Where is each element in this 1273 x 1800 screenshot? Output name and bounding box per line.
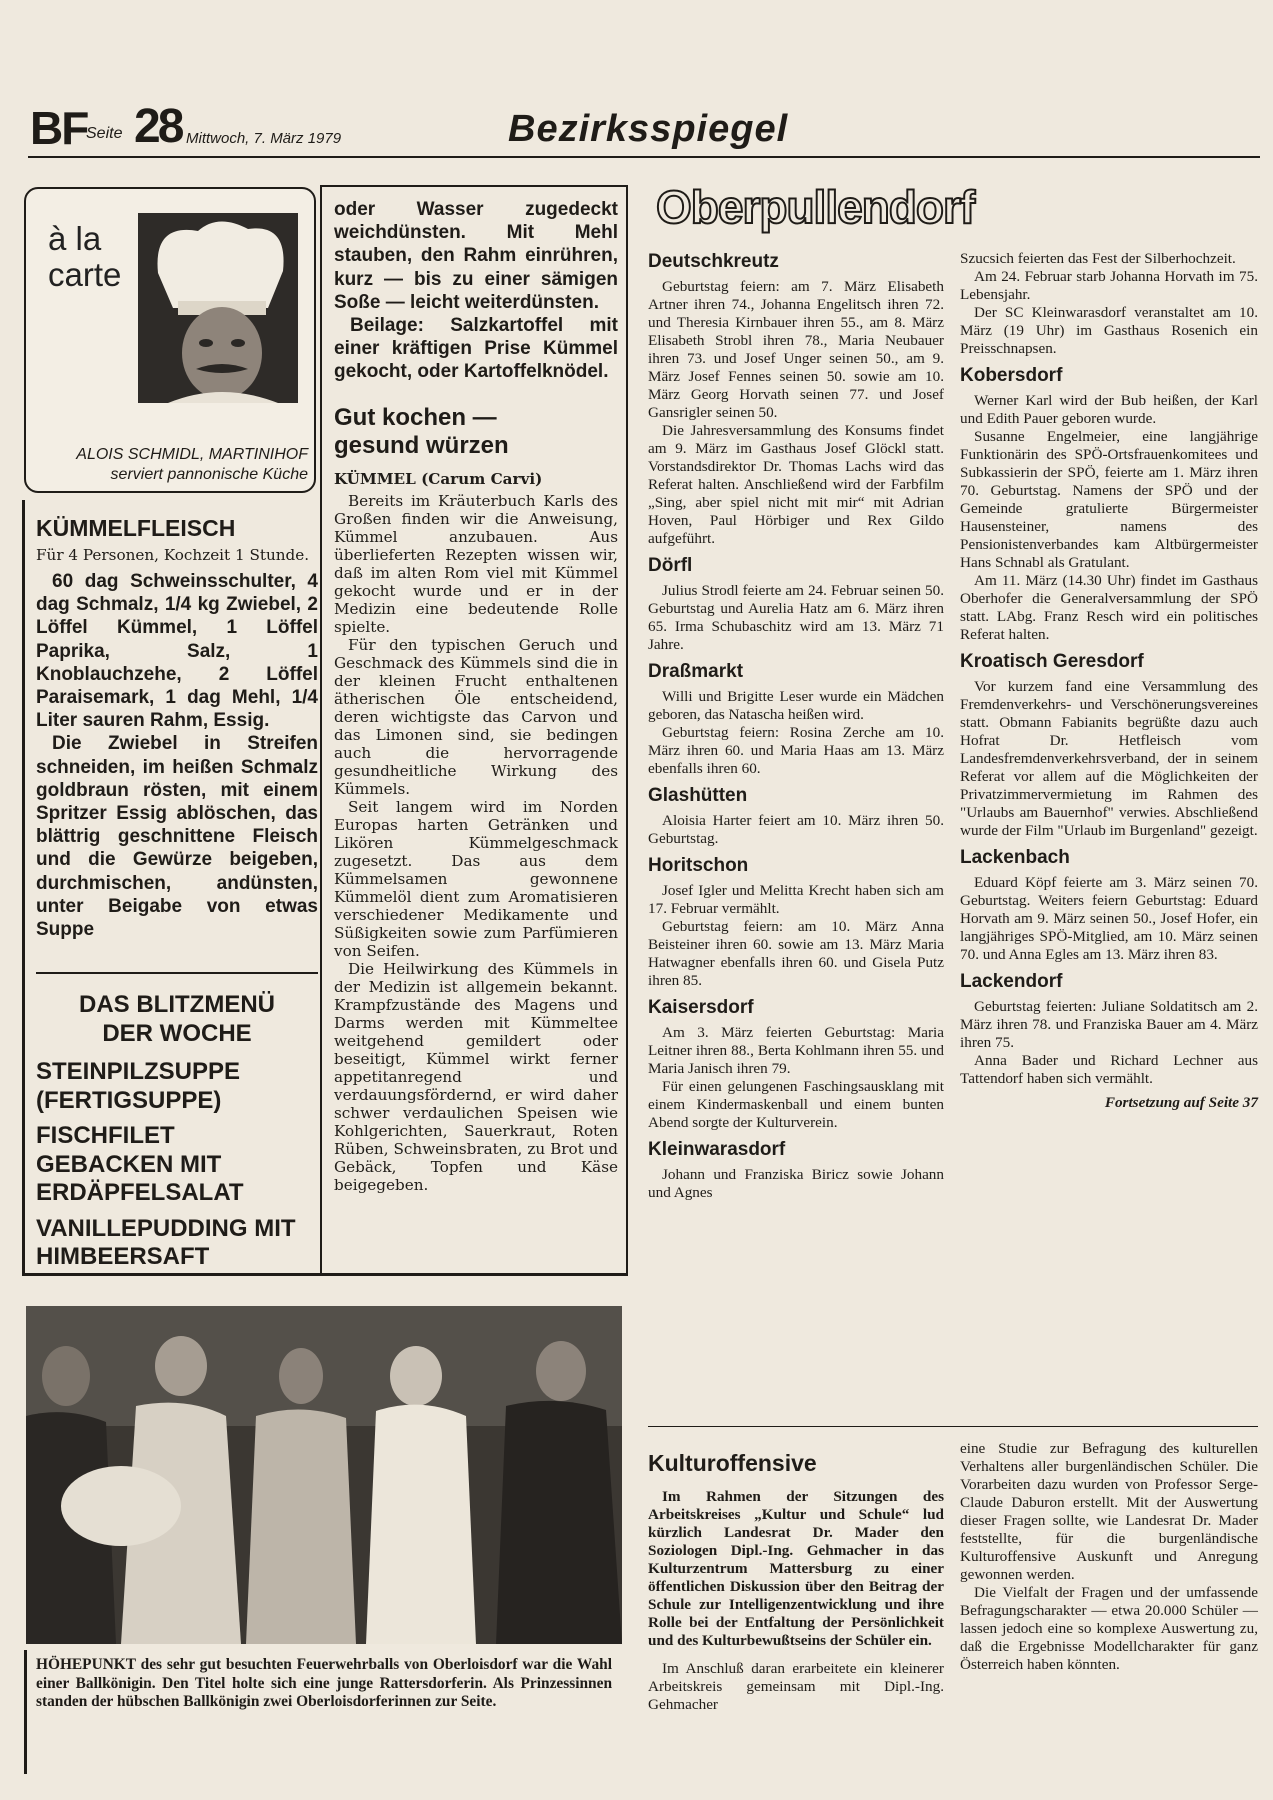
page-number: 28 <box>134 100 182 153</box>
chef-photo <box>138 213 298 403</box>
recipe-side: Beilage: Salzkartoffel mit einer kräftigen Prise Kümmel gekocht, oder Kartoffelknödel. <box>334 315 618 383</box>
kuemmel-paragraph: Bereits im Kräuterbuch Karls des Großen finden wir die Anweisung, Kümmel anzubauen. Aus überlieferten Rezepten wissen wir, daß im alten Rom viel mit Kümmel gekocht wurde und er in der Medizin eine bedeutende Rolle spielte. <box>334 491 618 636</box>
recipe-method-continued: oder Wasser zugedeckt weichdünsten. Mit Mehl stauben, den Rahm einrühren, kurz — bis zu einer sämigen Soße — leicht weiterdünsten. <box>334 199 618 313</box>
kultur-paragraph: Im Anschluß daran erarbeitete ein kleinerer Arbeitskreis gemeinsam mit Dipl.-Ing. Gehmacher <box>648 1660 944 1713</box>
town-paragraph: Susanne Engelmeier, eine langjährige Funktionärin des SPÖ-Ortsfrauenkomitees und Subkassierin der SPÖ, feierte am 1. März ihren 70. Geburtstag. Namens der SPÖ und der Gemeinde gratulierte Bürgermeister Hausensteiner, namens des Pensionistenverbandes kam Altbürgermeister Hans Schnabl als Gratulant. <box>960 428 1258 571</box>
recipe-title: KÜMMELFLEISCH <box>36 515 236 541</box>
town-paragraph: Am 3. März feierten Geburtstag: Maria Leitner ihren 88., Berta Kohlmann ihren 55. und Maria Janisch ihren 79. <box>648 1024 944 1077</box>
district-title: Oberpullendorf <box>656 181 975 233</box>
town-paragraph: Der SC Kleinwarasdorf veranstaltet am 10. März (19 Uhr) im Gasthaus Rosenich ein Preisschnapsen. <box>960 304 1258 357</box>
kuemmel-headline: Gut kochen — gesund würzen <box>334 403 509 459</box>
kultur-column-1 <box>648 1488 944 1714</box>
menu-item: FISCHFILET GEBACKEN MIT ERDÄPFELSALAT <box>36 1122 244 1206</box>
kuemmel-subtitle: KÜMMEL (Carum Carvi) <box>334 469 543 488</box>
town-paragraph: Anna Bader und Richard Lechner aus Tattendorf haben sich vermählt. <box>960 1052 1258 1087</box>
town-paragraph: Vor kurzem fand eine Versammlung des Fremdenverkehrs- und Verschönerungsvereines statt. Obmann Fabianits begrüßte dazu auch Hofrat Dr. Hetfleisch vom Landesfremdenverkehrsverband, der in seinem Referat vor allem auf die Möglichkeiten der Privatzimmervermietung im Rahmen des "Urlaubs am Bauernhof" verwies. Abschließend wurde der Film "Urlaub im Burgenland" gezeigt. <box>960 678 1258 839</box>
menu-title: DAS BLITZMENÜ DER WOCHE <box>79 991 275 1047</box>
section-rule <box>648 1426 1258 1427</box>
town-heading: Deutschkreutz <box>648 251 779 272</box>
town-paragraph: Die Jahresversammlung des Konsums findet am 9. März im Gasthaus Josef Glöckl statt. Vorstandsdirektor Dr. Thomas Lachs wird das Referat halten. Anschließend wird der Farbfilm „Sing, aber spiel nicht mit mir“ mit Adrian Hoven, Paul Hörbiger und Rex Gildo aufgeführt. <box>648 422 944 547</box>
town-paragraph: Geburtstag feierten: Juliane Soldatitsch am 2. März ihren 78. und Franziska Bauer am 4. März ihren 75. <box>960 998 1258 1051</box>
town-heading: Kleinwarasdorf <box>648 1139 786 1160</box>
photo-caption: HÖHEPUNKT des sehr gut besuchten Feuerwehrballs von Oberloisdorf war die Wahl einer Ballkönigin. Den Titel holte sich eine junge Rattersdorferin. Als Prinzessinnen standen der hübschen Ballkönigin zwei Oberloisdorferinnen zur Seite. <box>36 1656 612 1711</box>
menu-item: VANILLEPUDDING MIT HIMBEERSAFT <box>36 1214 296 1270</box>
town-heading: Lackenbach <box>960 847 1070 868</box>
header-rule <box>28 156 1260 158</box>
section-title: Bezirksspiegel <box>508 108 789 150</box>
town-paragraph: Willi und Brigitte Leser wurde ein Mädchen geboren, das Natascha heißen wird. <box>648 688 944 723</box>
town-heading: Lackendorf <box>960 971 1063 992</box>
town-heading: Dörfl <box>648 555 693 576</box>
recipe-column <box>36 514 318 941</box>
recipe-method: Die Zwiebel in Streifen schneiden, im heißen Schmalz goldbraun rösten, mit einem Spritzer Essig ablöschen, das blättrig geschnittene Fleisch und die Gewürze beigeben, durchmischen, andünsten, unter Beigabe von etwas Suppe <box>36 733 318 941</box>
kuemmel-paragraph: Für den typischen Geruch und Geschmack des Kümmels sind die in der kleinen Frucht enthaltenen ätherischen Öle entscheidend, deren wichtigste das Carvon und das Limonen sind, sie bedingen auch die hervorragende gesundheitliche Wirkung des Kümmels. <box>334 635 618 798</box>
town-paragraph: Julius Strodl feierte am 24. Februar seinen 50. Geburtstag und Aurelia Hatz am 6. März ihren 65. Irma Schubaschitz wird am 13. März 71 Jahre. <box>648 582 944 653</box>
town-paragraph: Eduard Köpf feierte am 3. März seinen 70. Geburtstag. Weiters feiern Geburtstag: Eduard Horvath am 9. März seinen 50., Josef Hofer, ein langjähriges SPÖ-Mitglied, am 10. März seinen 70. und Anna Egles am 13. März ihren 83. <box>960 874 1258 963</box>
ball-photo-image <box>26 1306 622 1644</box>
town-heading: Glashütten <box>648 785 748 806</box>
town-paragraph: Aloisia Harter feiert am 10. März ihren 50. Geburtstag. <box>648 812 944 847</box>
kultur-paragraph: eine Studie zur Befragung des kulturellen Verhaltens aller burgenländischen Schüler. Die Vorarbeiten dazu wurden von Professor Serge-Claude Daburon erstellt. Mit der Auswertung dieser Fragen sollte, wie Landesrat Dr. Mader feststellte, für die burgenländische Kulturoffensive Auskunft und Anregung gewonnen werden. <box>960 1440 1258 1583</box>
alacarte-label: à la carte <box>48 220 122 293</box>
continued-note: Fortsetzung auf Seite 37 <box>1104 1094 1258 1111</box>
kultur-paragraph: Die Vielfalt der Fragen und der umfassende Befragungscharakter — etwa 20.000 Schüler — lassen jedoch eine so komplexe Auswertung zu, daß die Ergebnisse Modellcharakter für ganz Österreich haben könnten. <box>960 1584 1258 1673</box>
recipe-ingredients: 60 dag Schweinsschulter, 4 dag Schmalz, 1/4 kg Zwiebel, 2 Löffel Kümmel, 1 Löffel Paprika, Salz, 1 Knoblauchzehe, 2 Löffel Paraisemark, 1 dag Mehl, 1/4 Liter sauren Rahm, Essig. <box>36 571 318 732</box>
town-heading: Kroatisch Geresdorf <box>960 651 1144 672</box>
town-heading: Draßmarkt <box>648 661 744 682</box>
district-column-2 <box>960 250 1258 1112</box>
chef-box <box>24 187 316 493</box>
town-paragraph: Für einen gelungenen Faschingsausklang mit einem Kindermaskenball und einem bunten Abend sorgte der Kulturverein. <box>648 1078 944 1131</box>
publication-logo: BF <box>30 102 88 154</box>
town-paragraph: Am 11. März (14.30 Uhr) findet im Gasthaus Oberhofer die Generalversammlung der SPÖ statt. LAbg. Franz Resch wird ein politisches Referat halten. <box>960 572 1258 643</box>
town-heading: Kaisersdorf <box>648 997 754 1018</box>
town-paragraph: Geburtstag feiern: am 7. März Elisabeth Artner ihren 74., Johanna Engelitsch ihren 72. und Theresia Kirnbauer ihren 55., am 8. März Elisabeth Strobl ihren 78., Maria Neubauer ihren 73. und Josef Unger seinen 50., am 9. März Josef Fennes seinen 50. sowie am 10. März Georg Horvath seinen 77. und Josef Gansrigler seinen 50. <box>648 278 944 421</box>
menu-rule <box>36 972 318 974</box>
town-paragraph: Josef Igler und Melitta Krecht haben sich am 17. Februar vermählt. <box>648 882 944 917</box>
town-paragraph: Szucsich feierten das Fest der Silberhochzeit. <box>960 250 1236 267</box>
kultur-lead: Im Rahmen der Sitzungen des Arbeitskreises „Kultur und Schule“ lud kürzlich Landesrat Dr. Mader den Soziologen Dipl.-Ing. Gehmacher in das Kulturzentrum Mattersburg zu einer öffentlichen Diskussion über den Beitrag der Schule zur Intelligenzentwicklung und ihre Rolle bei der Entfaltung der Persönlichkeit und des Kulturbewußtseins der Schüler ein. <box>648 1488 944 1649</box>
blitzmenu <box>36 982 318 1279</box>
town-paragraph: Geburtstag feiern: Rosina Zerche am 10. März ihren 60. und Maria Haas am 13. März ebenfalls ihren 60. <box>648 724 944 777</box>
district-column-1 <box>648 250 944 1202</box>
town-paragraph: Johann und Franziska Biricz sowie Johann und Agnes <box>648 1166 944 1201</box>
kuemmel-paragraph: Die Heilwirkung des Kümmels in der Medizin ist allgemein bekannt. Krampfzustände des Magens und Darms werden mit Kümmeltee weitgehend gemildert oder beseitigt, Kümmel wirkt ferner appetitanregend und verdauungsfördernd, er wird daher schwer verdaulichen Speisen wie Kohlgerichten, Sauerkraut, Roten Rüben, Schweinsbraten, zu Brot und Gebäck, Topfen und Käse beigegeben. <box>334 959 618 1194</box>
middle-column <box>334 198 618 1194</box>
page-label: Seite <box>86 125 123 142</box>
town-paragraph: Geburtstag feiern: am 10. März Anna Beisteiner ihren 60. sowie am 13. März Maria Hatwagner ebenfalls ihren 60. und Gisela Putz ihren 85. <box>648 918 944 989</box>
recipe-intro: Für 4 Personen, Kochzeit 1 Stunde. <box>36 546 310 564</box>
town-paragraph: Werner Karl wird der Bub heißen, der Karl und Edith Pauer geboren wurde. <box>960 392 1258 427</box>
chef-portrait-image <box>138 213 298 403</box>
chef-caption: ALOIS SCHMIDL, MARTINIHOF serviert pannonische Küche <box>76 446 308 483</box>
kuemmel-paragraph: Seit langem wird im Norden Europas harten Getränken und Likören Kümmelgeschmack zugesetzt. Das aus dem Kümmelsamen gewonnene Kümmelöl dient zum Aromatisieren verschiedener Medikamente und Süßigkeiten sowie zum Parfümieren von Seifen. <box>334 797 618 960</box>
town-heading: Horitschon <box>648 855 749 876</box>
town-paragraph: Am 24. Februar starb Johanna Horvath im 75. Lebensjahr. <box>960 268 1258 303</box>
menu-item: STEINPILZSUPPE (FERTIGSUPPE) <box>36 1058 241 1114</box>
kultur-headline: Kulturoffensive <box>648 1450 817 1476</box>
issue-date: Mittwoch, 7. März 1979 <box>186 130 342 147</box>
kultur-column-2 <box>960 1440 1258 1674</box>
town-heading: Kobersdorf <box>960 365 1063 386</box>
ball-photo <box>26 1306 622 1644</box>
